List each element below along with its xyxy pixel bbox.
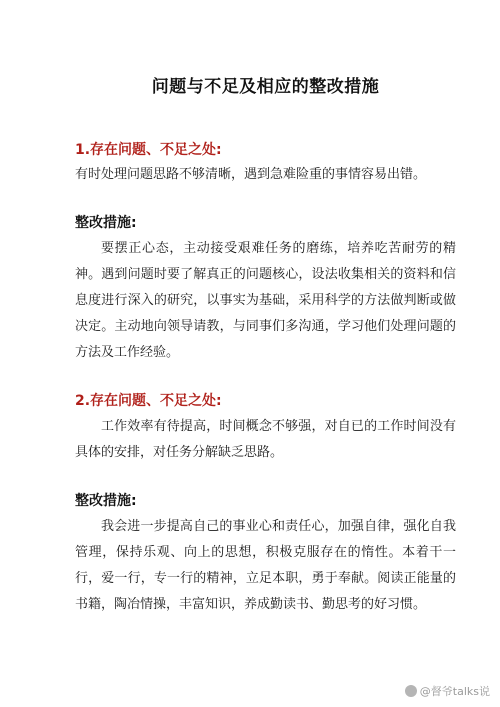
- watermark-text: @督爷talks说: [419, 685, 490, 698]
- section-1-text: 有时处理问题思路不够清晰，遇到急难险重的事情容易出错。: [75, 167, 427, 182]
- section-1-heading: 1.存在问题、不足之处:: [75, 142, 222, 158]
- section-2-text: 要摆正心态，主动接受艰难任务的磨练，培养吃苦耐劳的精神。遇到问题时要了解真正的问题核心，设法收集相关的资料和信息度进行深入的研究，以事实为基础，采用科学的方法做判断或做决定。主动地向领导请教，与同事们多沟通，学习他们处理问题的方法及工作经验。: [75, 241, 456, 360]
- watermark: [405, 683, 490, 699]
- logo-icon: [405, 685, 417, 697]
- section-4-heading: 整改措施:: [75, 493, 137, 509]
- section-2-heading: 整改措施:: [75, 215, 137, 231]
- section-3-heading: 2.存在问题、不足之处:: [75, 393, 222, 409]
- document-title: 问题与不足及相应的整改措施: [151, 77, 380, 97]
- section-4-text: 我会进一步提高自己的事业心和责任心，加强自律，强化自我管理，保持乐观、向上的思想，积极克服存在的惰性。本着干一行，爱一行，专一行的精神，立足本职，勇于奉献。阅读正能量的书籍，陶冶情操，丰富知识，养成勤读书、勤思考的好习惯。: [75, 519, 456, 612]
- section-3-text: 工作效率有待提高，时间概念不够强，对自已的工作时间没有具体的安排，对任务分解缺乏思路。: [75, 419, 456, 460]
